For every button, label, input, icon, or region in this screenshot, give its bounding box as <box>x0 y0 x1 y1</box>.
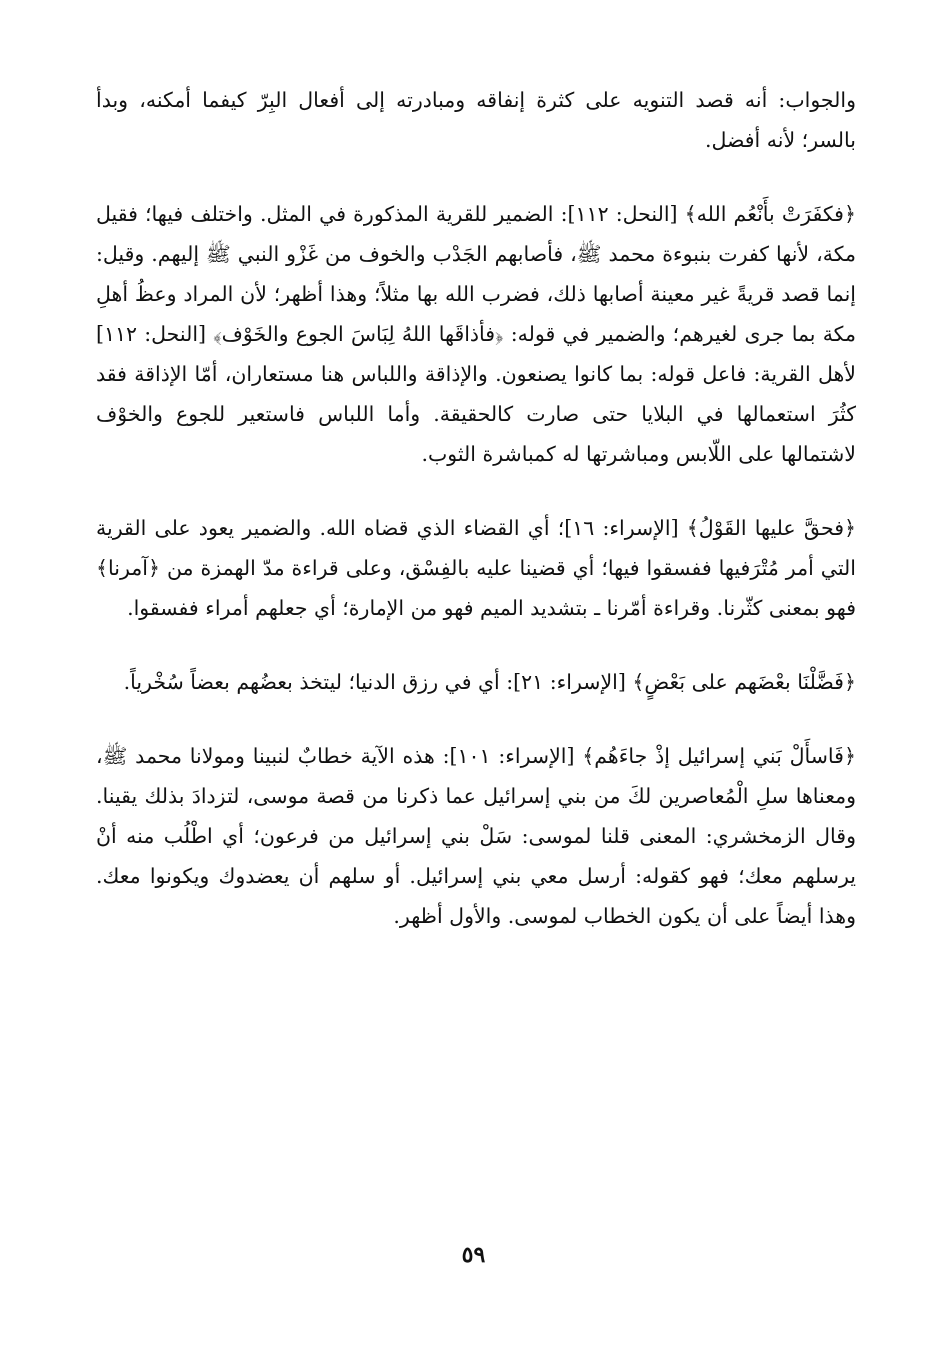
page-number: ٥٩ <box>461 1242 486 1268</box>
paragraph-text: ﴿فَاسأَلْ بَني إسرائيل إذْ جاءَهُم﴾ [الإسراء: ١٠١]: هذه الآية خطابٌ لنبينا ومولانا محمد ﷺ، ومعناها سلِ الْمُعاصرين لكَ من بني إسرائيل عما ذكرنا من قصة موسى، لتزدادَ بذلك يقينا. وقال الزمخشري: المعنى قلنا لموسى: سَلْ بني إسرائيل من فرعون؛ أي اطْلُب منه أنْ يرسلهم معك؛ فهو كقوله: أرسل معي بني إسرائيل. أو سلهم أن يعضدوك ويكونوا معك. وهذا أيضاً على أن يكون الخطاب لموسى. والأول أظهر. <box>96 744 856 928</box>
paragraph-answer <box>96 80 856 160</box>
document-body <box>96 80 856 970</box>
paragraph-text: والجواب: أنه قصد التنويه على كثرة إنفاقه ومبادرته إلى أفعال البِرّ كيفما أمكنه، وبدأ بالسر؛ لأنه أفضل. <box>96 88 856 152</box>
paragraph-text: ﴿فحقَّ عليها القَوْلُ﴾ [الإسراء: ١٦]؛ أي القضاء الذي قضاه الله. والضمير يعود على القرية التي أمر مُتْرَفيها ففسقوا فيها؛ أي قضينا عليه بالفِسْق، وعلى قراءة مدّ الهمزة من ﴿آمرنا﴾ فهو بمعنى كثّرنا. وقراءة أمّرنا ـ بتشديد الميم فهو من الإمارة؛ أي جعلهم أمراء ففسقوا. <box>96 516 857 620</box>
paragraph-fahaqqa <box>96 508 856 628</box>
paragraph-fasal <box>96 736 856 936</box>
paragraph-text: ﴿فكفَرَتْ بأَنْعُم الله﴾ [النحل: ١١٢]: الضمير للقرية المذكورة في المثل. واختلف فيها؛ فقيل مكة، لأنها كفرت بنبوءة محمد ﷺ، فأصابهم الجَدْب والخوف من غَزْو النبي ﷺ إليهم. وقيل: إنما قصد قريةً غير معينة أصابها ذلك، فضرب الله بها مثلاً؛ وهذا أظهر؛ لأن المراد وعظُ أهلِ مكة بما جرى لغيرهم؛ والضمير في قوله: ﴿فأذاقَها اللهُ لِبَاسَ الجوع والخَوْف﴾ [النحل: ١١٢] لأهل القرية: فاعل قوله: بما كانوا يصنعون. والإذاقة واللباس هنا مستعاران، أمّا الإذاقة فقد كثُرَ استعمالها في البلايا حتى صارت كالحقيقة. وأما اللباس فاستعير للجوع والخوْف لاشتمالها على اللّابس ومباشرتها له كمباشرة الثوب. <box>96 202 856 466</box>
paragraph-faddalna <box>96 662 856 702</box>
paragraph-kafarat <box>96 194 856 474</box>
paragraph-text: ﴿فَضَّلْنَا بعْضَهم على بَعْضٍ﴾ [الإسراء: ٢١]: أي في رزق الدنيا؛ ليتخذ بعضُهم بعضاً سُخْرياً. <box>123 670 856 694</box>
